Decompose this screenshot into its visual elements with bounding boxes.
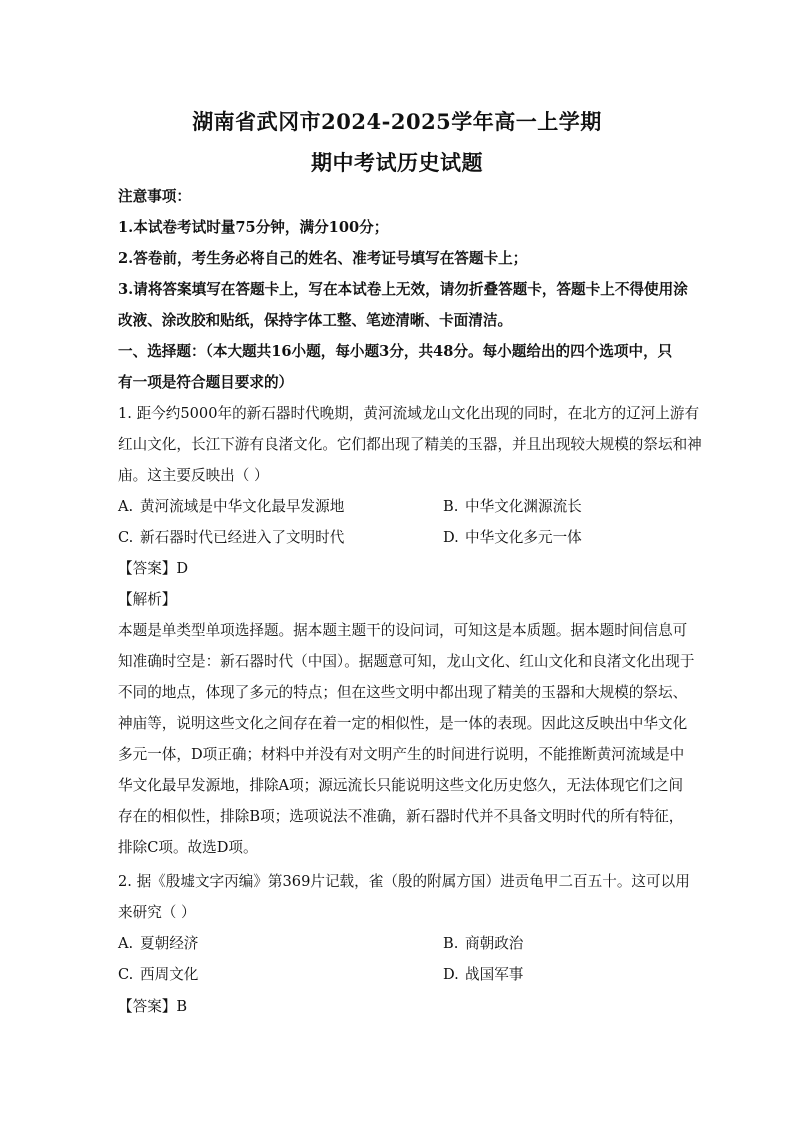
q1-analysis-line: 华文化最早发源地，排除A项；源远流长只能说明这些文化历史悠久，无法体现它们之间 <box>118 777 684 794</box>
q1-option-a-text: 黄河流域是中华文化最早发源地 <box>140 498 345 515</box>
notice-heading: 注意事项： <box>118 188 191 205</box>
q1-option-c <box>118 528 344 548</box>
q1-option-b-text: 中华文化渊源流长 <box>465 498 582 515</box>
q2-stem-line2: 来研究（ ） <box>118 904 196 921</box>
q1-option-c-letter: C. <box>118 529 134 546</box>
section-heading-line1: 一、选择题：（本大题共16小题，每小题3分，共48分。每小题给出的四个选项中，只 <box>118 343 673 360</box>
q1-analysis-line: 本题是单类型单项选择题。据本题主题干的设问词，可知这是本质题。据本题时间信息可 <box>118 622 688 639</box>
q1-option-c-text: 新石器时代已经进入了文明时代 <box>140 529 345 546</box>
q2-option-d-letter: D. <box>443 966 459 983</box>
q1-analysis-line: 排除C项。故选D项。 <box>118 839 258 856</box>
q1-analysis-line: 不同的地点，体现了多元的特点；但在这些文明中都出现了精美的玉器和大规模的祭坛、 <box>118 684 688 701</box>
notice-item-2: 2.答卷前，考生务必将自己的姓名、准考证号填写在答题卡上； <box>118 250 528 267</box>
q1-analysis-line: 神庙等，说明这些文化之间存在着一定的相似性，是一体的表现。因此这反映出中华文化 <box>118 715 688 732</box>
document-title-line1: 湖南省武冈市2024-2025学年高一上学期 <box>192 109 602 134</box>
q1-option-a <box>118 497 344 517</box>
section-heading-line2: 有一项是符合题目要求的） <box>118 374 294 391</box>
q2-option-b <box>443 934 523 954</box>
q2-option-d-text: 战国军事 <box>465 966 524 983</box>
q1-analysis-line: 多元一体，D项正确；材料中并没有对文明产生的时间进行说明，不能推断黄河流域是中 <box>118 746 685 763</box>
q1-analysis-label: 【解析】 <box>118 591 177 608</box>
q2-option-c <box>118 965 198 985</box>
q2-answer: 【答案】B <box>118 998 188 1015</box>
q1-stem-line2: 红山文化，长江下游有良渚文化。它们都出现了精美的玉器，并且出现较大规模的祭坛和神 <box>118 436 702 453</box>
q1-option-a-letter: A. <box>118 498 134 515</box>
q1-stem-line1: 1. 距今约5000年的新石器时代晚期，黄河流域龙山文化出现的同时，在北方的辽河上游有 <box>118 405 700 422</box>
q2-option-b-text: 商朝政治 <box>465 935 524 952</box>
q1-option-d <box>443 528 582 548</box>
q2-option-d <box>443 965 523 985</box>
q1-option-d-text: 中华文化多元一体 <box>465 529 582 546</box>
q2-option-a-text: 夏朝经济 <box>140 935 199 952</box>
notice-item-1: 1.本试卷考试时量75分钟，满分100分； <box>118 219 389 236</box>
q1-option-b <box>443 497 582 517</box>
q1-analysis-line: 存在的相似性，排除B项；选项说法不准确，新石器时代并不具备文明时代的所有特征， <box>118 808 684 825</box>
notice-item-3-line1: 3.请将答案填写在答题卡上，写在本试卷上无效，请勿折叠答题卡，答题卡上不得使用涂 <box>118 281 688 298</box>
q1-answer: 【答案】D <box>118 560 189 577</box>
document-title-line2: 期中考试历史试题 <box>311 150 483 175</box>
q2-option-a-letter: A. <box>118 935 134 952</box>
q2-option-a <box>118 934 198 954</box>
notice-item-3-line2: 改液、涂改胶和贴纸，保持字体工整、笔迹清晰、卡面清洁。 <box>118 312 513 329</box>
q1-option-b-letter: B. <box>443 498 459 515</box>
q2-stem-line1: 2. 据《殷墟文字丙编》第369片记载，雀（殷的附属方国）进贡龟甲二百五十。这可以用 <box>118 873 690 890</box>
q1-option-d-letter: D. <box>443 529 459 546</box>
q1-analysis-line: 知准确时空是：新石器时代（中国）。据题意可知，龙山文化、红山文化和良渚文化出现于 <box>118 653 695 670</box>
q2-option-b-letter: B. <box>443 935 459 952</box>
q2-option-c-letter: C. <box>118 966 134 983</box>
q2-option-c-text: 西周文化 <box>140 966 199 983</box>
q1-stem-line3: 庙。这主要反映出（ ） <box>118 467 269 484</box>
